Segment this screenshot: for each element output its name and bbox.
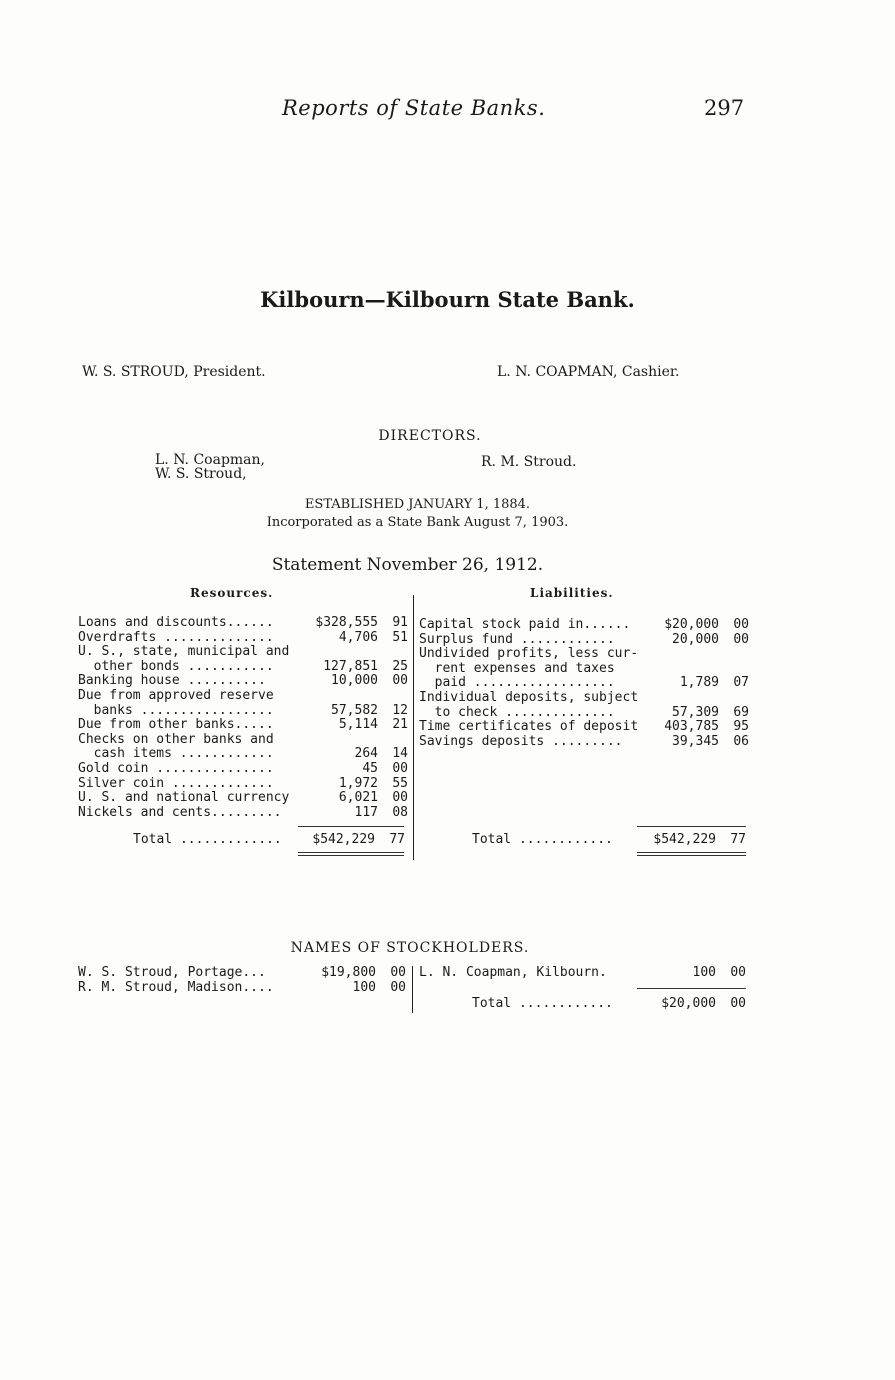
liabilities-label: Capital stock paid in......: [419, 617, 631, 632]
stockholder-left-label: R. M. Stroud, Madison....: [78, 979, 274, 995]
president: W. S. STROUD, President.: [82, 364, 266, 380]
resources-label: Banking house ..........: [78, 673, 266, 689]
resources-label: Overdrafts ..............: [78, 629, 274, 645]
director-left-1: L. N. Coapman,: [155, 452, 265, 468]
statement-title: Statement November 26, 1912.: [271, 555, 544, 575]
liabilities-row: [419, 618, 749, 633]
resources-cents: 14: [392, 746, 408, 762]
resources-dollars: 127,851: [323, 658, 378, 674]
resources-double-rule: [298, 852, 404, 856]
resources-cents: 00: [392, 790, 408, 806]
resources-row: [78, 704, 408, 719]
running-title: Reports of State Banks.: [282, 96, 546, 120]
established-line: ESTABLISHED JANUARY 1, 1884.: [304, 497, 531, 512]
resources-label: U. S. and national currency: [78, 790, 290, 806]
resources-dollars: 4,706: [338, 629, 378, 645]
resources-dollars: 264: [354, 746, 378, 762]
liabilities-heading: Liabilities.: [530, 586, 614, 600]
liabilities-row: [419, 633, 749, 648]
liabilities-cents: 69: [733, 704, 749, 720]
stockholder-right-cents: 00: [730, 965, 746, 980]
incorporated-line: Incorporated as a State Bank August 7, 1903.: [266, 515, 569, 530]
resources-label: Checks on other banks and: [78, 731, 274, 747]
resources-cents: 51: [392, 629, 408, 645]
liabilities-label: Surplus fund ............: [419, 631, 615, 647]
resources-cents: 55: [392, 775, 408, 791]
liabilities-row: [419, 676, 749, 691]
stockholders-total-label: Total ............: [472, 996, 613, 1011]
liabilities-row: [419, 647, 749, 662]
liabilities-row: [419, 706, 749, 721]
liabilities-dollars: 20,000: [672, 631, 719, 647]
liabilities-table: [419, 618, 749, 749]
liabilities-row: [419, 691, 749, 706]
liabilities-dollars: 39,345: [672, 733, 719, 749]
resources-dollars: 5,114: [338, 717, 378, 733]
resources-row: [78, 777, 408, 792]
resources-dollars: 6,021: [338, 790, 378, 806]
liabilities-row: [419, 735, 749, 750]
resources-dollars: 1,972: [338, 775, 378, 791]
resources-label: Nickels and cents.........: [78, 804, 282, 820]
resources-total-rule: [298, 826, 404, 827]
liabilities-cents: 95: [733, 719, 749, 735]
resources-cents: 00: [392, 760, 408, 776]
liabilities-label: paid ..................: [419, 675, 615, 691]
resources-row: [78, 806, 408, 821]
resources-dollars: 117: [354, 804, 378, 820]
stockholder-left-dollars: $19,800: [321, 965, 376, 980]
resources-cents: 00: [392, 673, 408, 689]
liabilities-total-rule: [637, 826, 746, 827]
stockholders-total-cents: 00: [730, 996, 746, 1011]
resources-cents: 12: [392, 702, 408, 718]
resources-total-cents: 77: [389, 832, 405, 847]
stockholder-right-row: [419, 966, 746, 981]
resources-dollars: 45: [362, 760, 378, 776]
liabilities-label: Individual deposits, subject: [419, 689, 639, 705]
liabilities-label: to check ..............: [419, 704, 615, 720]
resources-total-label: Total .............: [133, 832, 282, 847]
stockholder-left-cents: 00: [390, 979, 406, 995]
director-right: R. M. Stroud.: [481, 454, 577, 470]
stockholders-total-rule: [637, 988, 746, 989]
cashier: L. N. COAPMAN, Cashier.: [497, 364, 680, 380]
resources-label: cash items ............: [78, 746, 274, 762]
resources-row: [78, 631, 408, 646]
resources-row: [78, 747, 408, 762]
liabilities-label: Undivided profits, less cur-: [419, 646, 639, 662]
resources-row: [78, 616, 408, 631]
resources-cents: 91: [392, 615, 408, 630]
resources-row: [78, 733, 408, 748]
stockholder-left-row: [78, 981, 406, 996]
liabilities-double-rule: [637, 852, 746, 856]
liabilities-dollars: $20,000: [664, 617, 719, 632]
liabilities-dollars: 57,309: [672, 704, 719, 720]
liabilities-cents: 00: [733, 617, 749, 632]
resources-row: [78, 791, 408, 806]
liabilities-label: rent expenses and taxes: [419, 660, 615, 676]
stockholder-right-dollars: 100: [692, 965, 716, 980]
liabilities-row: [419, 720, 749, 735]
resources-label: other bonds ...........: [78, 658, 274, 674]
stockholders-divider: [412, 966, 413, 1013]
resources-cents: 21: [392, 717, 408, 733]
resources-dollars: 57,582: [331, 702, 378, 718]
bank-title: Kilbourn—Kilbourn State Bank.: [260, 287, 635, 312]
resources-row: [78, 762, 408, 777]
resources-label: Silver coin .............: [78, 775, 274, 791]
resources-row: [78, 689, 408, 704]
stockholder-left-label: W. S. Stroud, Portage...: [78, 965, 266, 980]
resources-label: Loans and discounts......: [78, 615, 274, 630]
resources-row: [78, 660, 408, 675]
resources-label: Gold coin ...............: [78, 760, 274, 776]
resources-total-dollars: $542,229: [312, 832, 375, 847]
liabilities-dollars: 1,789: [679, 675, 719, 691]
resources-dollars: $328,555: [315, 615, 378, 630]
stockholders-heading: NAMES OF STOCKHOLDERS.: [290, 940, 530, 956]
resources-row: [78, 718, 408, 733]
stockholders-right: [419, 966, 746, 981]
stockholder-right-label: L. N. Coapman, Kilbourn.: [419, 965, 607, 980]
resources-cents: 08: [392, 804, 408, 820]
resources-row: [78, 674, 408, 689]
liabilities-cents: 06: [733, 733, 749, 749]
page-number: 297: [704, 96, 745, 120]
resources-heading: Resources.: [190, 586, 274, 600]
liabilities-total-label: Total ............: [472, 832, 613, 847]
liabilities-cents: 07: [733, 675, 749, 691]
liabilities-total-cents: 77: [730, 832, 746, 847]
resources-cents: 25: [392, 658, 408, 674]
liabilities-total-dollars: $542,229: [653, 832, 716, 847]
director-left-2: W. S. Stroud,: [155, 466, 247, 482]
resources-row: [78, 645, 408, 660]
stockholder-left-cents: 00: [390, 965, 406, 980]
stockholder-left-dollars: 100: [352, 979, 376, 995]
stockholder-left-row: [78, 966, 406, 981]
resources-dollars: 10,000: [331, 673, 378, 689]
stockholders-left: [78, 966, 406, 995]
resources-label: banks .................: [78, 702, 274, 718]
stockholders-total-dollars: $20,000: [661, 996, 716, 1011]
resources-label: Due from approved reserve: [78, 687, 274, 703]
resources-table: [78, 616, 408, 820]
column-divider: [413, 595, 414, 860]
liabilities-cents: 00: [733, 631, 749, 647]
liabilities-row: [419, 662, 749, 677]
resources-label: Due from other banks.....: [78, 717, 274, 733]
directors-heading: DIRECTORS.: [378, 428, 482, 444]
liabilities-label: Time certificates of deposit: [419, 719, 639, 735]
resources-label: U. S., state, municipal and: [78, 644, 290, 660]
liabilities-dollars: 403,785: [664, 719, 719, 735]
liabilities-label: Savings deposits .........: [419, 733, 623, 749]
